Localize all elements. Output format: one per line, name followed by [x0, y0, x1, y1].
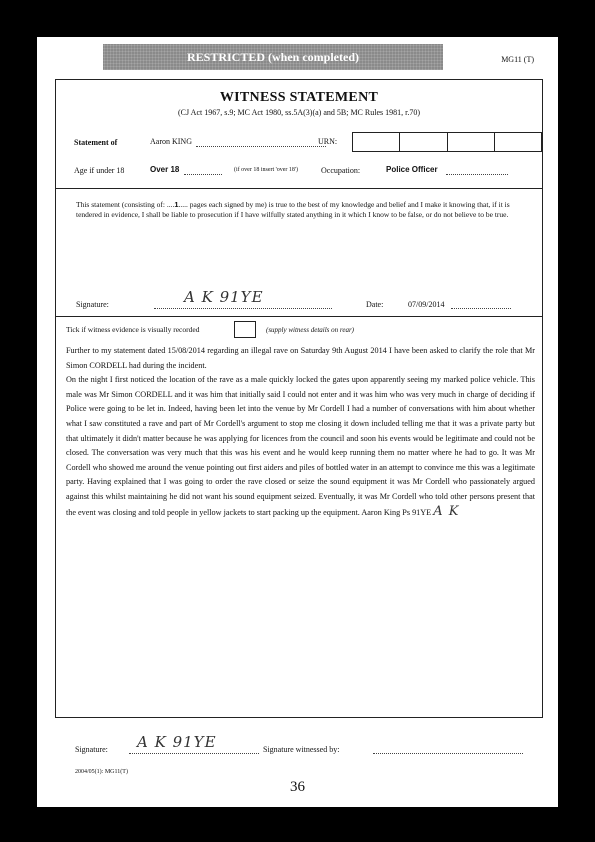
age-value: Over 18 — [150, 165, 180, 174]
occupation-label: Occupation: — [321, 166, 361, 175]
declaration-text: This statement (consisting of: ....1..... pages each signed by me) is true to the best of my knowledge and belief and I make it knowing that, if it is tendered in evidence, I shall be liable to prosecution if I have wilfully stated anything in it which I know to be false, or do not believe to be true. — [76, 200, 510, 219]
tick-note: (supply witness details on rear) — [266, 326, 355, 334]
form-code: MG11 (T) — [501, 55, 534, 64]
statement-paragraph: Further to my statement dated 15/08/2014 regarding an illegal rave on Saturday 9th August 2014 I have been asked to clarify the role that Mr Simon CORDELL had during the incident. — [66, 346, 535, 370]
statement-of-dots — [196, 146, 326, 147]
age-note: (if over 18 insert 'over 18') — [234, 167, 298, 173]
statement-of-label: Statement of — [74, 138, 118, 147]
age-dots — [184, 174, 222, 175]
inline-signature: A K — [433, 503, 460, 519]
document-page — [37, 37, 558, 807]
visual-record-checkbox[interactable] — [234, 321, 256, 338]
footer-signature-handwritten: A K 91YE — [137, 733, 217, 751]
urn-label: URN: — [318, 137, 338, 146]
date-label: Date: — [366, 300, 384, 309]
tick-label: Tick if witness evidence is visually recorded — [66, 325, 200, 334]
signature-dots — [154, 308, 332, 309]
footer-signature-label: Signature: — [75, 745, 108, 754]
divider-middle — [56, 316, 542, 317]
statement-of-value: Aaron KING — [150, 137, 192, 146]
statement-body — [66, 344, 535, 520]
statement-form — [55, 79, 543, 718]
urn-boxes[interactable] — [352, 132, 542, 152]
age-label: Age if under 18 — [74, 166, 125, 175]
form-title: WITNESS STATEMENT — [219, 90, 379, 105]
occupation-dots — [446, 174, 508, 175]
form-subtitle: (CJ Act 1967, s.9; MC Act 1980, ss.5A(3)(a) and 5B; MC Rules 1981, r.70) — [178, 108, 420, 117]
witnessed-dots — [373, 753, 523, 754]
signature-witnessed-label: Signature witnessed by: — [263, 745, 340, 754]
restricted-banner: RESTRICTED (when completed) — [103, 44, 443, 70]
occupation-value: Police Officer — [386, 165, 438, 174]
statement-paragraph: On the night I first noticed the location of the rave as a male quickly locked the gates upon apparently seeing my marked police vehicle. This male was Mr Simon CORDELL and it was him that initially said I could not enter and it was him who was very much in charge of deciding if Police were going to be let in. Indeed, having been let into the venue by Mr Cordell I had a number of conversations with him about whether what I saw constituted a rave and part of Mr Cordell's argument to stop me closing it down included telling me that it was a private party but that ultimately it didn't matter because he was applying for licences from the council and soon his events would be legitimate and could not be closed. The conversation was very much that this was his event and he would keep running them no matter where he had to go. It was Mr Cordell who showed me around the venue pointing out first aiders and piles of bottled water in an attempt to convince me this was a legitimate party. Having explained that I was going to order the rave closed or seize the sound equipment it was Mr Cordell who passionately argued against this whilst maintaining he did not want his sound equipment seized. Eventually, it was Mr Cordell who told other persons present that the event was closing and told people in yellow jackets to start packing up the equipment. Aaron King Ps 91YE A K — [66, 375, 535, 519]
form-version: 2004/05(1): MG11(T) — [75, 769, 128, 775]
divider-top — [56, 188, 542, 189]
signature-handwritten: A K 91YE — [184, 288, 264, 306]
page-number: 36 — [290, 779, 305, 795]
footer-signature-dots — [129, 753, 259, 754]
signature-label: Signature: — [76, 300, 109, 309]
date-dots — [451, 308, 511, 309]
date-value: 07/09/2014 — [408, 300, 445, 309]
